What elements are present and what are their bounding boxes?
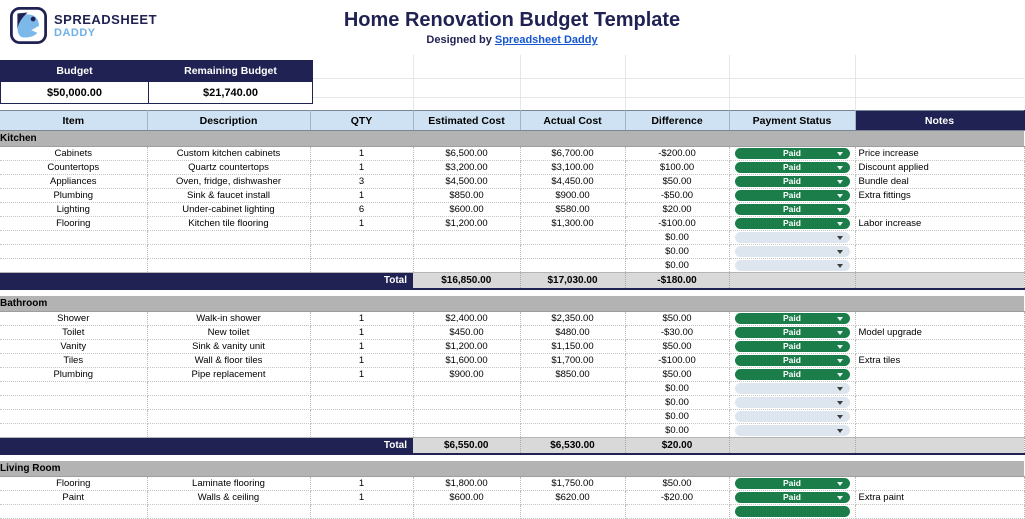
total-difference[interactable]: $20.00 (625, 438, 729, 455)
chevron-down-icon (837, 331, 843, 335)
cell-actual[interactable]: $3,100.00 (520, 161, 625, 175)
cell-item[interactable] (0, 245, 147, 259)
cell-notes[interactable] (855, 259, 1024, 273)
cell-notes[interactable] (855, 396, 1024, 410)
table-row (0, 147, 1024, 161)
cell-difference[interactable]: $50.00 (625, 312, 729, 326)
chevron-down-icon (837, 222, 843, 226)
cell-estimated[interactable]: $600.00 (413, 491, 520, 505)
table-row (0, 217, 1024, 231)
cell-estimated[interactable]: $6,500.00 (413, 147, 520, 161)
cell-payment-status (729, 354, 855, 368)
chevron-down-icon (837, 415, 843, 419)
chevron-down-icon (837, 373, 843, 377)
cell-description[interactable]: Custom kitchen cabinets (147, 147, 310, 161)
cell-notes[interactable]: Extra fittings (855, 189, 1024, 203)
cell-item[interactable]: Plumbing (0, 189, 147, 203)
chevron-down-icon (837, 208, 843, 212)
cell-difference[interactable]: $0.00 (625, 424, 729, 438)
cell-qty[interactable] (310, 259, 413, 273)
payment-status-dropdown[interactable] (735, 411, 850, 422)
cell-notes[interactable] (855, 340, 1024, 354)
cell-qty[interactable] (310, 396, 413, 410)
budget-summary (0, 60, 313, 104)
designed-by-prefix: Designed by (426, 34, 495, 46)
cell-qty[interactable]: 6 (310, 203, 413, 217)
cell-estimated[interactable] (413, 396, 520, 410)
payment-status-dropdown[interactable] (735, 492, 850, 503)
section-row-kitchen (0, 131, 1024, 147)
cell-payment-status (729, 410, 855, 424)
cell-difference[interactable]: $20.00 (625, 203, 729, 217)
column-header-difference[interactable]: Difference (625, 111, 729, 131)
cell-notes[interactable] (855, 368, 1024, 382)
payment-status-dropdown[interactable] (735, 176, 850, 187)
cell-estimated[interactable]: $2,400.00 (413, 312, 520, 326)
payment-status-value: Paid (783, 341, 801, 351)
cell-estimated[interactable] (413, 245, 520, 259)
cell-difference[interactable]: $50.00 (625, 175, 729, 189)
payment-status-value: Paid (783, 148, 801, 158)
cell-description[interactable]: Walk-in shower (147, 312, 310, 326)
cell-payment-status (729, 312, 855, 326)
cell-payment-status (729, 382, 855, 396)
total-notes-cell[interactable] (855, 273, 1024, 290)
cell-estimated[interactable]: $1,200.00 (413, 340, 520, 354)
cell-notes[interactable]: Bundle deal (855, 175, 1024, 189)
cell-estimated[interactable] (413, 382, 520, 396)
section-header-living-room[interactable]: Living Room (0, 461, 1024, 477)
cell-difference[interactable]: -$100.00 (625, 217, 729, 231)
cell-difference[interactable]: -$100.00 (625, 354, 729, 368)
cell-description[interactable] (147, 424, 310, 438)
column-header-item[interactable]: Item (0, 111, 147, 131)
chevron-down-icon (837, 401, 843, 405)
total-row-bathroom (0, 438, 1024, 455)
cell-difference[interactable]: $0.00 (625, 410, 729, 424)
payment-status-value: Paid (783, 176, 801, 186)
payment-status-value: Paid (783, 327, 801, 337)
cell-payment-status (729, 161, 855, 175)
cell-estimated[interactable]: $1,800.00 (413, 477, 520, 491)
section-header-kitchen[interactable]: Kitchen (0, 131, 1024, 147)
cell-estimated[interactable] (413, 505, 520, 519)
cell-notes[interactable] (855, 477, 1024, 491)
total-payment-cell[interactable] (729, 273, 855, 290)
cell-item[interactable] (0, 382, 147, 396)
page-title: Home Renovation Budget Template (343, 9, 681, 31)
cell-qty[interactable] (310, 245, 413, 259)
table-row (0, 189, 1024, 203)
column-header-description[interactable]: Description (147, 111, 310, 131)
cell-payment-status (729, 245, 855, 259)
cell-description[interactable] (147, 259, 310, 273)
cell-difference[interactable]: $0.00 (625, 382, 729, 396)
chevron-down-icon (837, 359, 843, 363)
cell-actual[interactable]: $2,350.00 (520, 312, 625, 326)
cell-actual[interactable] (520, 259, 625, 273)
total-actual[interactable]: $6,530.00 (520, 438, 625, 455)
cell-item[interactable]: Flooring (0, 217, 147, 231)
cell-item[interactable]: Vanity (0, 340, 147, 354)
cell-estimated[interactable] (413, 231, 520, 245)
spacer-row (0, 289, 1024, 296)
cell-payment-status (729, 491, 855, 505)
cell-qty[interactable]: 1 (310, 368, 413, 382)
cell-actual[interactable] (520, 410, 625, 424)
cell-description[interactable]: Quartz countertops (147, 161, 310, 175)
cell-item[interactable]: Lighting (0, 203, 147, 217)
budget-label-cell[interactable]: Budget (1, 61, 149, 82)
cell-actual[interactable]: $1,700.00 (520, 354, 625, 368)
cell-qty[interactable]: 1 (310, 491, 413, 505)
cell-notes[interactable] (855, 382, 1024, 396)
payment-status-dropdown[interactable] (735, 260, 850, 271)
cell-difference[interactable]: $50.00 (625, 340, 729, 354)
payment-status-dropdown[interactable] (735, 148, 850, 159)
cell-payment-status (729, 189, 855, 203)
cell-qty[interactable]: 1 (310, 354, 413, 368)
cell-payment-status (729, 368, 855, 382)
cell-item[interactable]: Countertops (0, 161, 147, 175)
cell-payment-status (729, 326, 855, 340)
cell-description[interactable] (147, 396, 310, 410)
cell-payment-status (729, 203, 855, 217)
payment-status-dropdown[interactable] (735, 506, 850, 517)
cell-item[interactable]: Paint (0, 491, 147, 505)
cell-item[interactable]: Tiles (0, 354, 147, 368)
table-header-row (0, 111, 1024, 131)
cell-qty[interactable] (310, 505, 413, 519)
cell-estimated[interactable]: $600.00 (413, 203, 520, 217)
payment-status-value: Paid (783, 162, 801, 172)
chevron-down-icon (837, 317, 843, 321)
brand-name-top: SPREADSHEET (54, 11, 158, 27)
cell-actual[interactable]: $1,750.00 (520, 477, 625, 491)
cell-notes[interactable] (855, 245, 1024, 259)
cell-description[interactable]: Sink & vanity unit (147, 340, 310, 354)
cell-qty[interactable]: 1 (310, 340, 413, 354)
table-row (0, 161, 1024, 175)
payment-status-value: Paid (783, 478, 801, 488)
cell-difference[interactable] (625, 505, 729, 519)
cell-item[interactable] (0, 410, 147, 424)
cell-actual[interactable]: $1,300.00 (520, 217, 625, 231)
chevron-down-icon (837, 236, 843, 240)
cell-notes[interactable] (855, 505, 1024, 519)
cell-difference[interactable]: $0.00 (625, 259, 729, 273)
cell-payment-status (729, 259, 855, 273)
cell-estimated[interactable]: $4,500.00 (413, 175, 520, 189)
cell-qty[interactable]: 3 (310, 175, 413, 189)
cell-estimated[interactable]: $450.00 (413, 326, 520, 340)
chevron-down-icon (837, 250, 843, 254)
payment-status-dropdown[interactable] (735, 425, 850, 436)
designed-by-line (0, 34, 1024, 46)
cell-difference[interactable]: $0.00 (625, 231, 729, 245)
cell-difference[interactable]: $0.00 (625, 245, 729, 259)
chevron-down-icon (837, 180, 843, 184)
remaining-budget-label-cell[interactable]: Remaining Budget (149, 61, 313, 82)
spacer-row (0, 454, 1024, 461)
cell-item[interactable] (0, 396, 147, 410)
total-difference[interactable]: -$180.00 (625, 273, 729, 290)
payment-status-value: Paid (783, 313, 801, 323)
cell-description[interactable]: Wall & floor tiles (147, 354, 310, 368)
cell-payment-status (729, 477, 855, 491)
column-header-actual-cost[interactable]: Actual Cost (520, 111, 625, 131)
payment-status-dropdown[interactable] (735, 341, 850, 352)
cell-notes[interactable]: Discount applied (855, 161, 1024, 175)
cell-actual[interactable] (520, 396, 625, 410)
spreadsheet-daddy-link[interactable]: Spreadsheet Daddy (494, 34, 598, 46)
cell-estimated[interactable] (413, 259, 520, 273)
payment-status-dropdown[interactable] (735, 355, 850, 366)
payment-status-dropdown[interactable] (735, 218, 850, 229)
cell-payment-status (729, 505, 855, 519)
cell-item[interactable] (0, 259, 147, 273)
cell-payment-status (729, 424, 855, 438)
cell-actual[interactable] (520, 505, 625, 519)
table-row (0, 340, 1024, 354)
cell-qty[interactable]: 1 (310, 161, 413, 175)
cell-difference[interactable]: $0.00 (625, 396, 729, 410)
cell-item[interactable]: Appliances (0, 175, 147, 189)
cell-difference[interactable]: -$20.00 (625, 491, 729, 505)
cell-actual[interactable] (520, 231, 625, 245)
cell-description[interactable] (147, 410, 310, 424)
cell-notes[interactable]: Extra tiles (855, 354, 1024, 368)
table-row (0, 175, 1024, 189)
cell-qty[interactable] (310, 424, 413, 438)
cell-qty[interactable] (310, 231, 413, 245)
payment-status-dropdown[interactable] (735, 327, 850, 338)
table-row (0, 477, 1024, 491)
cell-item[interactable] (0, 424, 147, 438)
cell-qty[interactable]: 1 (310, 477, 413, 491)
cell-difference[interactable]: $50.00 (625, 368, 729, 382)
cell-description[interactable]: Under-cabinet lighting (147, 203, 310, 217)
cell-difference[interactable]: -$200.00 (625, 147, 729, 161)
chevron-down-icon (837, 482, 843, 486)
cell-estimated[interactable] (413, 410, 520, 424)
partial-row (0, 505, 1024, 519)
cell-actual[interactable]: $6,700.00 (520, 147, 625, 161)
cell-actual[interactable]: $480.00 (520, 326, 625, 340)
brand-name-bottom: DADDY (54, 26, 96, 39)
cell-notes[interactable]: Model upgrade (855, 326, 1024, 340)
empty-row (0, 245, 1024, 259)
payment-status-dropdown[interactable] (735, 232, 850, 243)
total-row-kitchen (0, 273, 1024, 290)
chevron-down-icon (837, 345, 843, 349)
cell-payment-status (729, 396, 855, 410)
cell-notes[interactable] (855, 231, 1024, 245)
cell-qty[interactable]: 1 (310, 217, 413, 231)
cell-notes[interactable] (855, 203, 1024, 217)
table-row (0, 326, 1024, 340)
total-estimated[interactable]: $16,850.00 (413, 273, 520, 290)
cell-qty[interactable]: 1 (310, 147, 413, 161)
cell-payment-status (729, 175, 855, 189)
payment-status-value: Paid (783, 190, 801, 200)
cell-notes[interactable] (855, 312, 1024, 326)
cell-description[interactable]: Pipe replacement (147, 368, 310, 382)
table-row (0, 203, 1024, 217)
cell-actual[interactable] (520, 424, 625, 438)
cell-difference[interactable]: $100.00 (625, 161, 729, 175)
column-header-notes[interactable]: Notes (855, 111, 1024, 131)
cell-description[interactable]: Kitchen tile flooring (147, 217, 310, 231)
cell-qty[interactable]: 1 (310, 312, 413, 326)
cell-estimated[interactable]: $1,600.00 (413, 354, 520, 368)
cell-actual[interactable]: $580.00 (520, 203, 625, 217)
cell-description[interactable] (147, 231, 310, 245)
cell-item[interactable]: Cabinets (0, 147, 147, 161)
payment-status-value: Paid (783, 355, 801, 365)
cell-payment-status (729, 340, 855, 354)
chevron-down-icon (837, 429, 843, 433)
chevron-down-icon (837, 387, 843, 391)
cell-description[interactable]: Laminate flooring (147, 477, 310, 491)
payment-status-dropdown[interactable] (735, 162, 850, 173)
cell-actual[interactable]: $4,450.00 (520, 175, 625, 189)
payment-status-value: Paid (783, 369, 801, 379)
table-row (0, 491, 1024, 505)
remaining-budget-value-cell[interactable]: $21,740.00 (149, 82, 313, 104)
empty-row (0, 382, 1024, 396)
total-label[interactable]: Total (0, 273, 413, 290)
cell-estimated[interactable]: $1,200.00 (413, 217, 520, 231)
total-estimated[interactable]: $6,550.00 (413, 438, 520, 455)
cell-item[interactable]: Plumbing (0, 368, 147, 382)
cell-qty[interactable]: 1 (310, 189, 413, 203)
cell-description[interactable] (147, 382, 310, 396)
empty-row (0, 231, 1024, 245)
cell-estimated[interactable] (413, 424, 520, 438)
empty-row (0, 424, 1024, 438)
cell-description[interactable]: Oven, fridge, dishwasher (147, 175, 310, 189)
cell-estimated[interactable]: $900.00 (413, 368, 520, 382)
empty-row (0, 259, 1024, 273)
cell-actual[interactable]: $900.00 (520, 189, 625, 203)
table-row (0, 368, 1024, 382)
payment-status-dropdown[interactable] (735, 369, 850, 380)
budget-table (0, 110, 1025, 519)
cell-notes[interactable] (855, 410, 1024, 424)
payment-status-dropdown[interactable] (735, 204, 850, 215)
cell-item[interactable]: Shower (0, 312, 147, 326)
cell-estimated[interactable]: $850.00 (413, 189, 520, 203)
cell-item[interactable]: Flooring (0, 477, 147, 491)
cell-actual[interactable] (520, 245, 625, 259)
chevron-down-icon (837, 152, 843, 156)
cell-actual[interactable] (520, 382, 625, 396)
column-header-payment-status[interactable]: Payment Status (729, 111, 855, 131)
payment-status-value: Paid (783, 204, 801, 214)
payment-status-dropdown[interactable] (735, 397, 850, 408)
section-header-bathroom[interactable]: Bathroom (0, 296, 1024, 312)
cell-difference[interactable]: $50.00 (625, 477, 729, 491)
cell-item[interactable] (0, 231, 147, 245)
total-actual[interactable]: $17,030.00 (520, 273, 625, 290)
cell-payment-status (729, 147, 855, 161)
table-row (0, 354, 1024, 368)
cell-actual[interactable]: $620.00 (520, 491, 625, 505)
cell-notes[interactable]: Extra paint (855, 491, 1024, 505)
chevron-down-icon (837, 264, 843, 268)
empty-row (0, 396, 1024, 410)
chevron-down-icon (837, 194, 843, 198)
column-header-estimated-cost[interactable]: Estimated Cost (413, 111, 520, 131)
chevron-down-icon (837, 166, 843, 170)
payment-status-dropdown[interactable] (735, 383, 850, 394)
cell-description[interactable]: Walls & ceiling (147, 491, 310, 505)
cell-estimated[interactable]: $3,200.00 (413, 161, 520, 175)
cell-difference[interactable]: -$50.00 (625, 189, 729, 203)
cell-description[interactable] (147, 505, 310, 519)
cell-actual[interactable]: $1,150.00 (520, 340, 625, 354)
section-row-living-room (0, 461, 1024, 477)
cell-item[interactable] (0, 505, 147, 519)
total-payment-cell[interactable] (729, 438, 855, 455)
total-notes-cell[interactable] (855, 438, 1024, 455)
cell-difference[interactable]: -$30.00 (625, 326, 729, 340)
payment-status-dropdown[interactable] (735, 190, 850, 201)
column-header-qty[interactable]: QTY (310, 111, 413, 131)
payment-status-dropdown[interactable] (735, 478, 850, 489)
cell-actual[interactable]: $850.00 (520, 368, 625, 382)
cell-description[interactable] (147, 245, 310, 259)
empty-row (0, 410, 1024, 424)
cell-qty[interactable]: 1 (310, 326, 413, 340)
cell-notes[interactable]: Labor increase (855, 217, 1024, 231)
cell-qty[interactable] (310, 410, 413, 424)
cell-notes[interactable] (855, 424, 1024, 438)
cell-item[interactable]: Toilet (0, 326, 147, 340)
cell-description[interactable]: New toilet (147, 326, 310, 340)
payment-status-dropdown[interactable] (735, 246, 850, 257)
cell-payment-status (729, 231, 855, 245)
cell-notes[interactable]: Price increase (855, 147, 1024, 161)
table-row (0, 312, 1024, 326)
payment-status-value: Paid (783, 218, 801, 228)
cell-description[interactable]: Sink & faucet install (147, 189, 310, 203)
cell-qty[interactable] (310, 382, 413, 396)
total-label[interactable]: Total (0, 438, 413, 455)
section-row-bathroom (0, 296, 1024, 312)
budget-value-cell[interactable]: $50,000.00 (1, 82, 149, 104)
cell-payment-status (729, 217, 855, 231)
payment-status-value: Paid (783, 492, 801, 502)
payment-status-dropdown[interactable] (735, 313, 850, 324)
chevron-down-icon (837, 496, 843, 500)
